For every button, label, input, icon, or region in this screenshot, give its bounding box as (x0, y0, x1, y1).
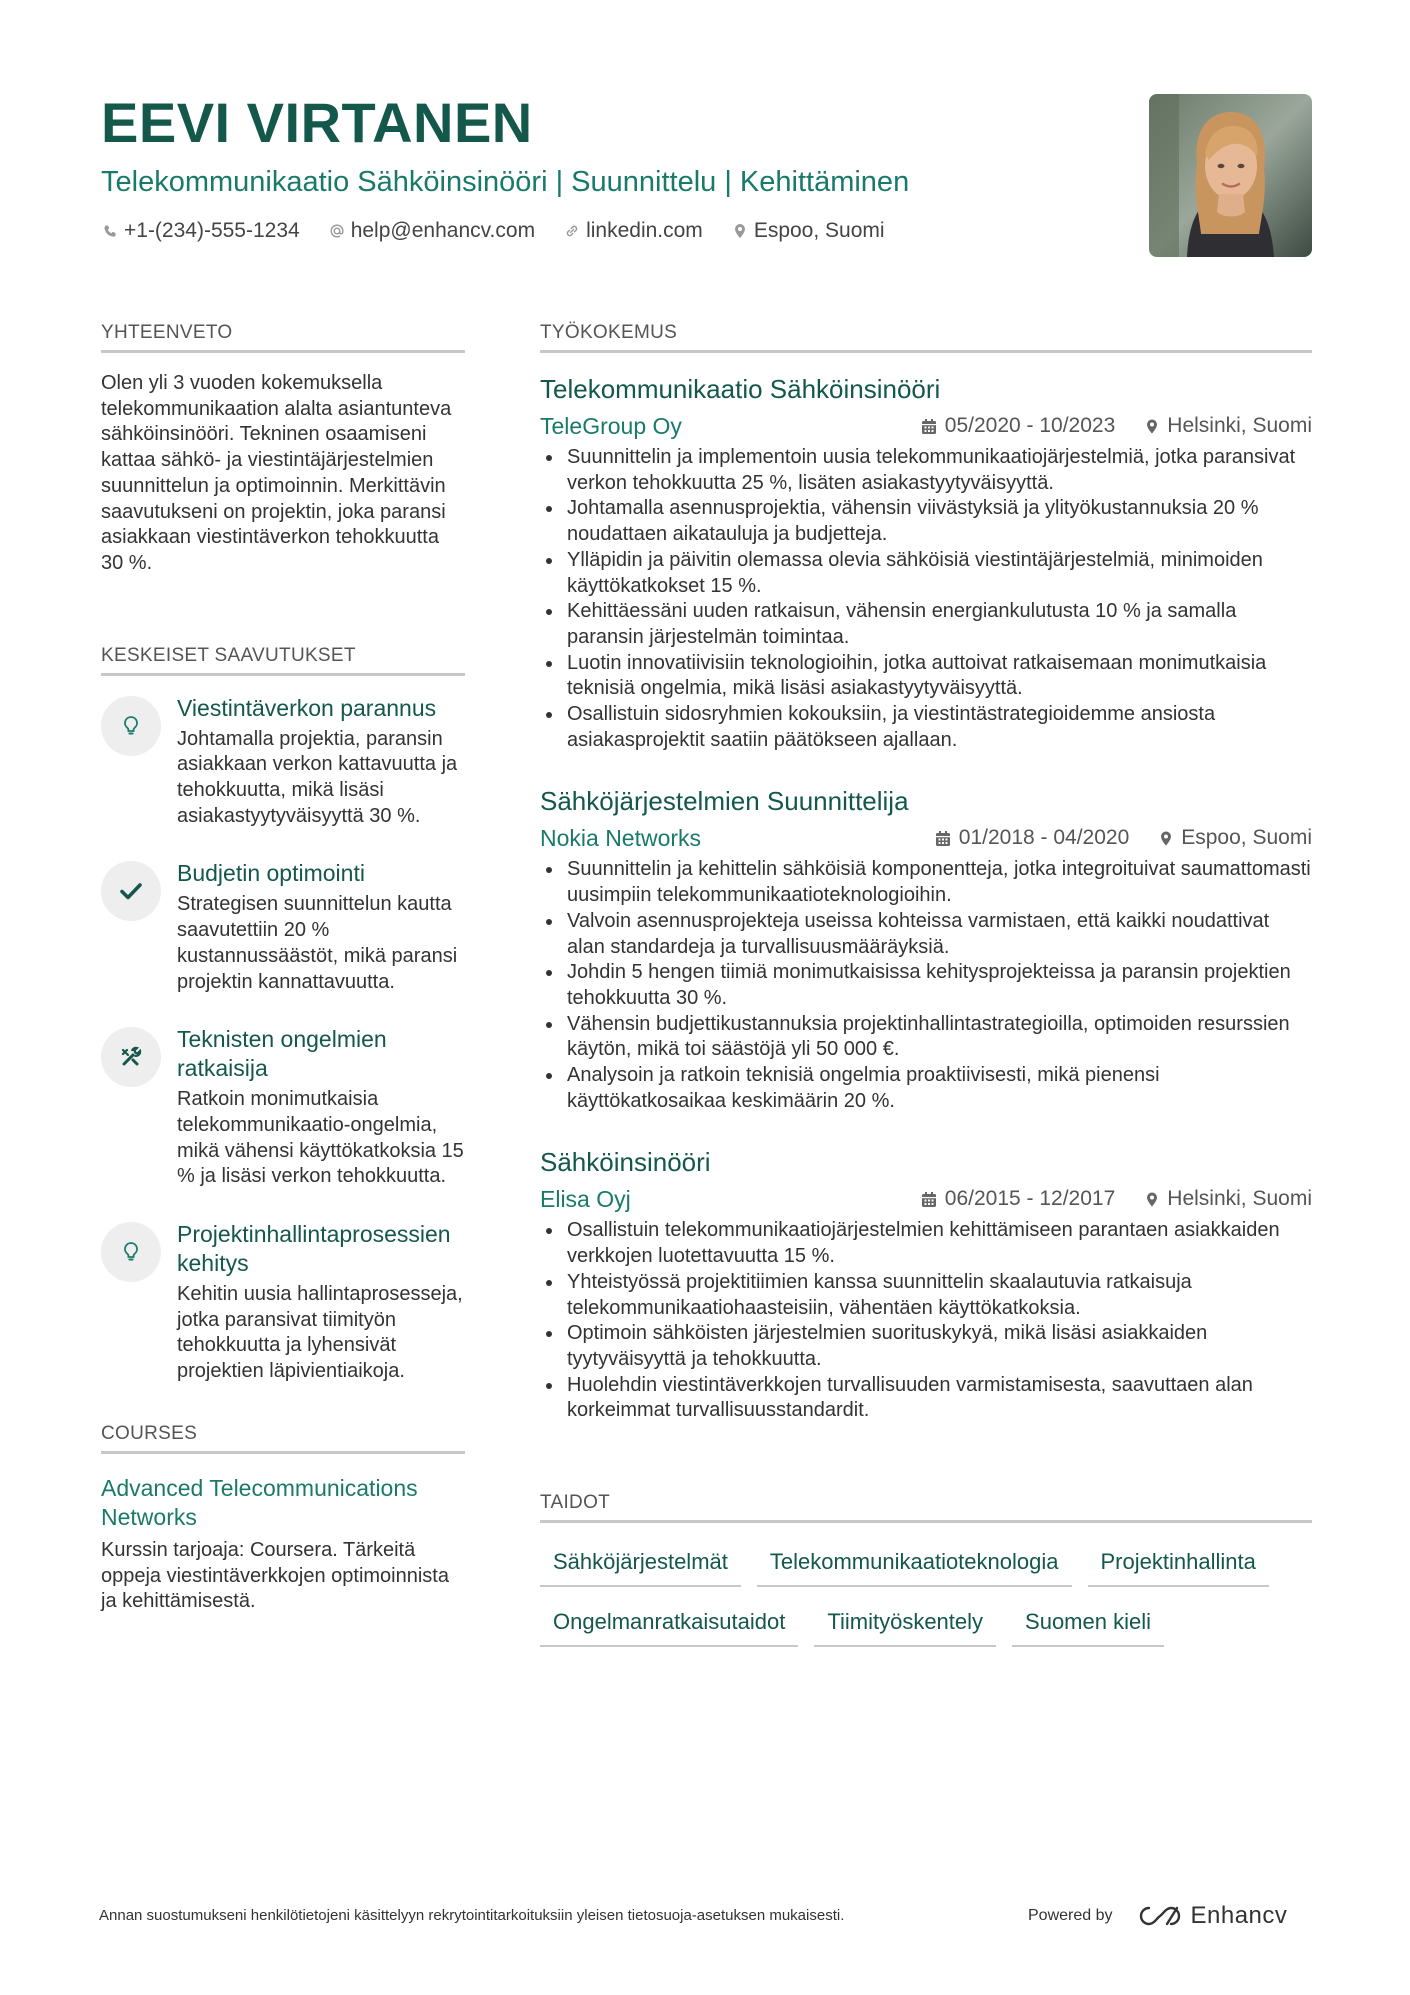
course-title: Advanced Telecommunications Networks (101, 1474, 418, 1530)
skill-tag: Ongelmanratkaisutaidot (540, 1601, 798, 1647)
candidate-name: EEVI VIRTANEN (101, 91, 533, 154)
linkedin-text: linkedin.com (586, 219, 703, 242)
job-dates (935, 823, 1129, 853)
skill-tag: Projektinhallinta (1088, 1541, 1269, 1587)
enhancv-logo[interactable] (1137, 1902, 1288, 1930)
job-dates-text: 01/2018 - 04/2020 (958, 826, 1130, 850)
skill-tag: Tiimityöskentely (814, 1601, 996, 1647)
calendar-icon (921, 418, 937, 435)
achievements-heading: KESKEISET SAAVUTUKSET (101, 643, 465, 676)
enhancv-logo-text: Enhancv (1190, 1902, 1288, 1929)
job-bullet: Osallistuin telekommunikaatiojärjestelmien kehittämiseen parantaen asiakkaiden verkkojen luotettavuutta 15 %. (540, 1218, 1312, 1269)
contact-row (101, 216, 1101, 246)
job-entry (540, 371, 1312, 753)
job-bullet: Suunnittelin ja implementoin uusia telekommunikaatiojärjestelmiä, jotka paransivat verkon tehokkuutta 25 %, lisäten asiakastyytyväisyyttä. (540, 445, 1312, 496)
job-bullet: Johtamalla asennusprojektia, vähensin viivästyksiä ja ylityökustannuksia 20 % noudattaen aikatauluja ja budjetteja. (540, 496, 1312, 547)
job-bullets (540, 857, 1312, 1114)
job-location (1145, 1184, 1312, 1214)
email-text: help@enhancv.com (350, 219, 536, 242)
job-bullet: Kehittäessäni uuden ratkaisun, vähensin energiankulutusta 10 % ja samalla paransin järjestelmän toimintaa. (540, 599, 1312, 650)
achievement-desc: Strategisen suunnittelun kautta saavutettiin 20 % kustannussäästöt, mikä paransi projektin kannattavuutta. (177, 893, 458, 993)
powered-by-label: Powered by (1028, 1907, 1113, 1924)
job-entry (540, 1144, 1312, 1424)
job-company: Nokia Networks (540, 825, 702, 852)
job-bullet: Osallistuin sidosryhmien kokouksiin, ja viestintästrategioidemme ansiosta asiakasprojektit saatiin päätökseen ajallaan. (540, 702, 1312, 753)
job-location-text: Helsinki, Suomi (1167, 1187, 1312, 1211)
resume-header (101, 90, 1101, 246)
location-pin-icon (1145, 418, 1159, 435)
job-location (1145, 411, 1312, 441)
skills-heading: TAIDOT (540, 1490, 1312, 1523)
job-bullet: Luotin innovatiivisiin teknologioihin, jotka auttoivat ratkaisemaan monimutkaisia teknisiä ongelmia, mikä lisäsi asiakastyytyväisyyttä. (540, 651, 1312, 702)
enhancv-logo-icon (1137, 1904, 1183, 1928)
achievement-item (101, 694, 465, 830)
gdpr-consent-note: Annan suostumukseni henkilötietojeni käsittelyyn rekrytointitarkoituksiin yleisen tietosuoja-asetuksen mukaisesti. (99, 1907, 845, 1924)
location-text: Espoo, Suomi (753, 219, 885, 242)
job-dates-text: 05/2020 - 10/2023 (944, 414, 1116, 437)
job-bullet: Huolehdin viestintäverkkojen turvallisuuden varmistamisesta, saavuttaen alan korkeimmat turvallisuusstandardit. (540, 1373, 1312, 1424)
course-desc: Kurssin tarjoaja: Coursera. Tärkeitä oppeja viestintäverkkojen optimoinnista ja kehittämisestä. (101, 1538, 449, 1613)
experience-heading: TYÖKOKEMUS (540, 320, 1312, 353)
lightbulb-icon (101, 1222, 161, 1282)
link-icon (563, 222, 581, 240)
job-title: Sähköinsinööri (540, 1147, 711, 1178)
job-company: TeleGroup Oy (540, 413, 682, 439)
job-meta (540, 823, 1312, 853)
job-bullet: Optimoin sähköisten järjestelmien suorituskykyä, mikä lisäsi asiakkaiden tyytyväisyyttä ja tehokkuutta. (540, 1321, 1312, 1372)
job-location (1159, 823, 1312, 853)
achievement-title: Viestintäverkon parannus (177, 694, 437, 721)
achievement-desc: Kehitin uusia hallintaprosesseja, jotka paransivat tiimityön tehokkuutta ja lyhensivät projektien läpivientiaikoja. (177, 1283, 463, 1383)
contact-location (731, 216, 885, 246)
phone-icon (101, 222, 119, 240)
phone-text: +1-(234)-555-1234 (124, 219, 300, 242)
skills-list (540, 1541, 1312, 1661)
job-location-text: Helsinki, Suomi (1167, 414, 1312, 437)
candidate-headline: Telekommunikaatio Sähköinsinööri | Suunnittelu | Kehittäminen (101, 166, 910, 198)
job-bullet: Johdin 5 hengen tiimiä monimutkaisissa kehitysprojekteissa ja paransin projektien tehokkuutta 30 %. (540, 960, 1312, 1011)
summary-text: Olen yli 3 vuoden kokemuksella telekommunikaation alalta asiantunteva sähköinsinööri. Tekninen osaamiseni kattaa sähkö- ja viestintäjärjestelmien suunnittelun ja optimoinnin. Merkittävin saavutukseni on projektin, joka paransi asiakkaan viestintäverkon tehokkuutta 30 %. (101, 372, 452, 574)
profile-photo (1149, 94, 1312, 257)
job-dates-text: 06/2015 - 12/2017 (944, 1187, 1116, 1211)
job-location-text: Espoo, Suomi (1181, 826, 1312, 850)
job-dates (921, 1184, 1115, 1214)
summary-heading: YHTEENVETO (101, 320, 465, 353)
skill-tag: Suomen kieli (1012, 1601, 1164, 1647)
skill-tag: Telekommunikaatioteknologia (757, 1541, 1072, 1587)
job-entry (540, 783, 1312, 1114)
job-bullets (540, 445, 1312, 753)
achievement-item (101, 1220, 465, 1385)
job-bullet: Valvoin asennusprojekteja useissa kohteissa varmistaen, että kaikki noudattivat alan standardeja ja turvallisuusmääräyksiä. (540, 909, 1312, 960)
achievement-item (101, 859, 465, 995)
courses-heading: COURSES (101, 1421, 465, 1454)
job-bullet: Ylläpidin ja päivitin olemassa olevia sähköisiä viestintäjärjestelmiä, minimoiden käyttökatkokset 15 %. (540, 548, 1312, 599)
job-title: Sähköjärjestelmien Suunnittelija (540, 786, 909, 817)
lightbulb-icon (101, 696, 161, 756)
location-pin-icon (1159, 830, 1173, 847)
contact-phone[interactable] (101, 216, 300, 246)
powered-by (1028, 1902, 1287, 1930)
achievement-title: Teknisten ongelmien ratkaisija (177, 1026, 387, 1082)
skill-tag: Sähköjärjestelmät (540, 1541, 741, 1587)
calendar-icon (935, 830, 951, 847)
location-pin-icon (1145, 1191, 1159, 1208)
job-bullet: Analysoin ja ratkoin teknisiä ongelmia proaktiivisesti, mikä pienensi käyttökatkosaikaa keskimäärin 20 %. (540, 1063, 1312, 1114)
location-pin-icon (731, 222, 749, 240)
job-meta (540, 1184, 1312, 1214)
at-icon (328, 222, 346, 240)
achievement-title: Projektinhallintaprosessien kehitys (177, 1221, 451, 1277)
tools-icon (101, 1027, 161, 1087)
achievement-desc: Johtamalla projektia, paransin asiakkaan verkon kattavuutta ja tehokkuutta, mikä lisäsi asiakastyytyväisyyttä 30 %. (177, 727, 458, 827)
achievement-desc: Ratkoin monimutkaisia telekommunikaatio-ongelmia, mikä vähensi käyttökatkoksia 15 % ja lisäsi verkon tehokkuutta. (177, 1088, 464, 1188)
achievement-title: Budjetin optimointi (177, 860, 365, 887)
contact-email[interactable] (328, 216, 535, 246)
checkmark-icon (101, 861, 161, 921)
left-column (101, 320, 465, 1615)
achievement-item (101, 1025, 465, 1190)
job-bullet: Suunnittelin ja kehittelin sähköisiä komponentteja, jotka integroituivat saumattomasti uusimpiin telekommunikaatioteknologioihin. (540, 857, 1312, 908)
achievements-list (101, 694, 465, 1385)
contact-linkedin[interactable] (563, 216, 703, 246)
job-bullet: Yhteistyössä projektitiimien kanssa suunnittelin skaalautuvia ratkaisuja telekommunikaatiohaasteisiin, vähentäen käyttökatkoksia. (540, 1270, 1312, 1321)
job-title: Telekommunikaatio Sähköinsinööri (540, 374, 941, 404)
right-column (540, 320, 1312, 1661)
job-company: Elisa Oyj (540, 1186, 631, 1213)
calendar-icon (921, 1191, 937, 1208)
job-bullet: Vähensin budjettikustannuksia projektinhallintastrategioilla, optimoiden resurssien käytön, mikä toi säästöjä yli 50 000 €. (540, 1012, 1312, 1063)
job-dates (921, 411, 1115, 441)
job-bullets (540, 1218, 1312, 1424)
job-meta (540, 411, 1312, 441)
